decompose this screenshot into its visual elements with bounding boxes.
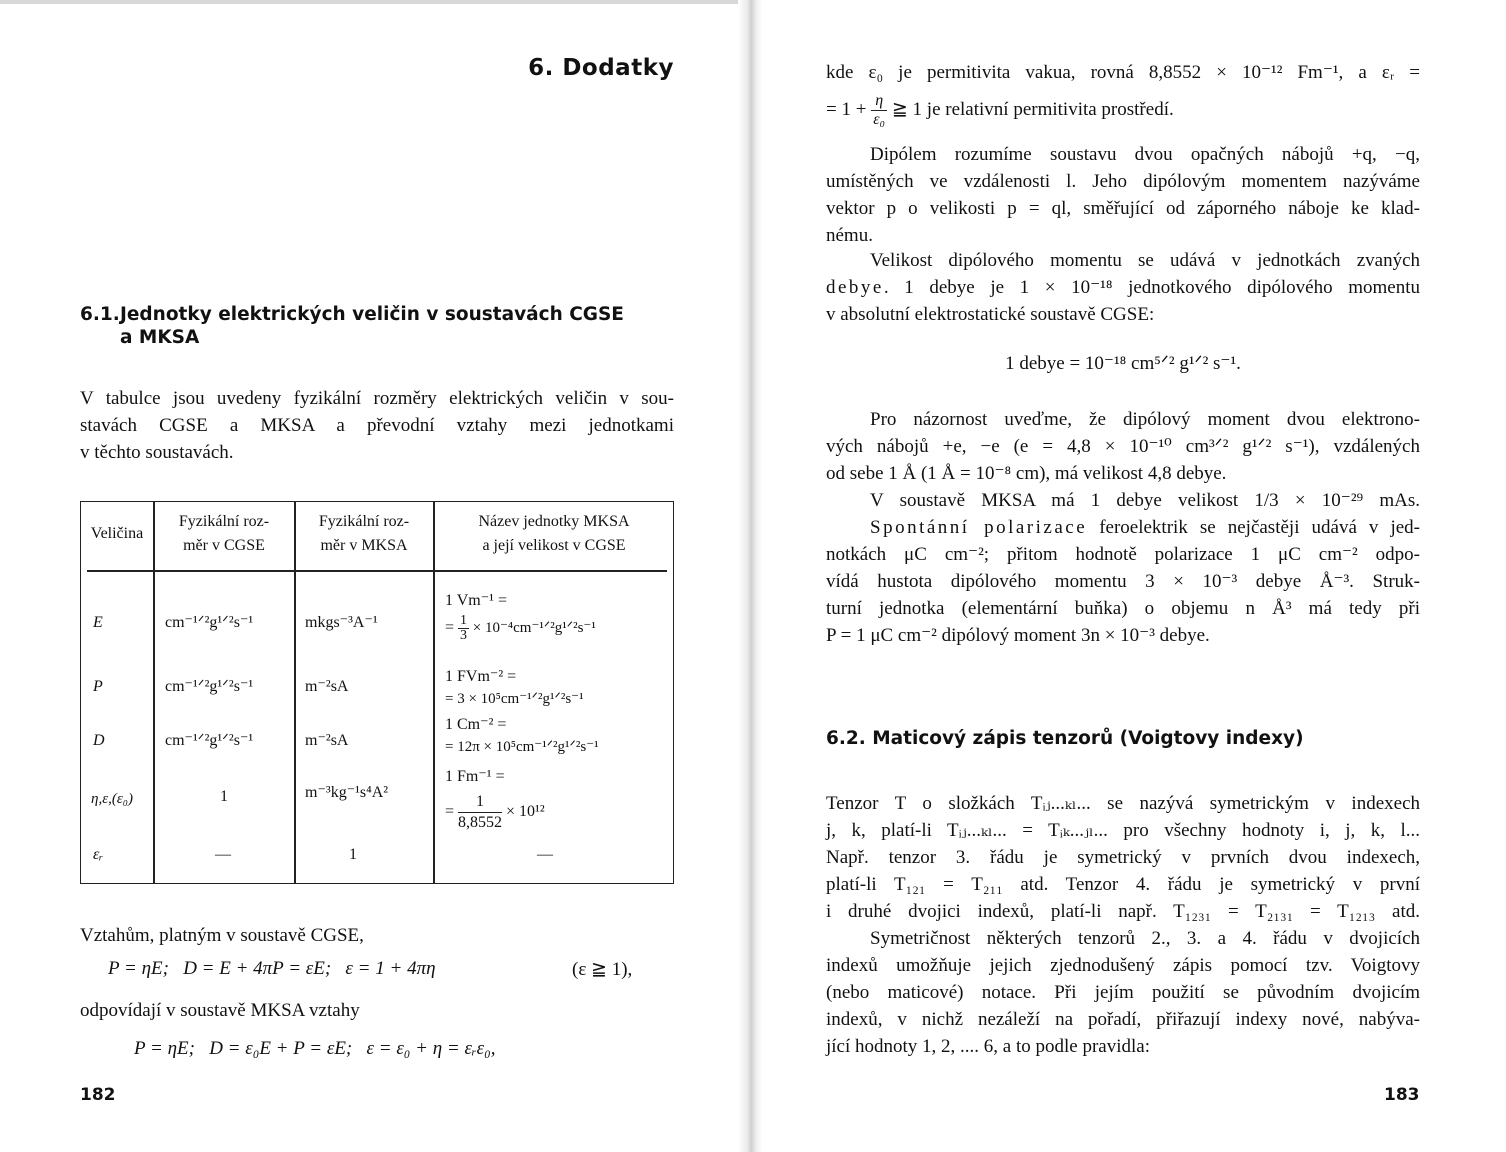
paragraph-line: nému. (826, 225, 873, 246)
polarization-paragraph (826, 514, 1420, 649)
header-unit-name (435, 510, 673, 558)
paragraph-line (826, 274, 1420, 301)
paragraph-line: indexů, v nichž nezáleží na pořadí, přiřazují indexy nové, nabýva- (826, 1009, 1420, 1030)
eq-sign: = (445, 803, 459, 821)
polarization-term: Spontánní polarizace (870, 517, 1088, 538)
text-cgse: Vztahům, platným v soustavě CGSE, (80, 925, 364, 946)
example-paragraph (826, 406, 1420, 487)
units-table (80, 501, 674, 884)
section-number: 6.1. (80, 304, 120, 325)
paragraph-line: jící hodnoty 1, 2, .... 6, a to podle pravidla: (826, 1036, 1151, 1057)
paragraph-line: notkách μC cm⁻²; přitom hodnotě polarizace 1 μC cm⁻² odpo- (826, 544, 1420, 565)
mksa-cell: m⁻²sA (305, 732, 349, 749)
unit-entry-d1: 1 Cm⁻² = (445, 716, 507, 733)
paragraph-line: i druhé dvojici indexů, platí-li např. T₁₂₃₁ = T₂₁₃₁ = T₁₂₁₃ atd. (826, 901, 1420, 922)
paragraph-line: j, k, platí-li Tᵢⱼ...ₖₗ... = Tᵢₖ...ⱼₗ... pro všechny hodnoty i, j, k, l... (826, 820, 1420, 841)
unit-entry-e1: 1 Vm⁻¹ = (445, 592, 507, 609)
page-number: 183 (1384, 1085, 1420, 1105)
intro-line: v těchto soustavách. (80, 442, 234, 463)
left-page (0, 0, 740, 1152)
fraction-numerator: 1 (458, 792, 502, 813)
paragraph-line: vektor p o velikosti p = ql, směřující od záporného náboje ke klad- (826, 198, 1420, 219)
paragraph-line: Symetričnost některých tenzorů 2., 3. a 4. řádu v dvojicích (870, 928, 1420, 949)
header-mksa (296, 510, 432, 558)
fraction-rest: × 10⁻⁴cm⁻¹ᐟ²g¹ᐟ²s⁻¹ (469, 620, 596, 637)
page-number: 182 (80, 1085, 116, 1105)
unit-entry-f2 (445, 792, 545, 833)
fraction-numerator: η (871, 92, 887, 111)
tensor-paragraph (826, 790, 1420, 925)
unit-entry-p2: = 3 × 10⁵cm⁻¹ᐟ²g¹ᐟ²s⁻¹ (445, 691, 584, 707)
section-title-line1: Jednotky elektrických veličin v soustavách CGSE (120, 304, 624, 325)
paragraph-line: Pro názornost uveďme, že dipólový moment dvou elektrono- (870, 409, 1420, 430)
quantity-cell: D (93, 732, 105, 749)
quantity-cell: P (93, 678, 103, 695)
paragraph-line: vých nábojů +e, −e (e = 4,8 × 10⁻¹⁰ cm³ᐟ² g¹ᐟ² s⁻¹), vzdálených (826, 436, 1420, 457)
unit-entry-e2 (445, 614, 596, 643)
mksa-cell: mkgs⁻³A⁻¹ (305, 614, 378, 631)
cgse-cell: cm⁻¹ᐟ²g¹ᐟ²s⁻¹ (165, 732, 254, 749)
relative-permittivity-line (826, 92, 1420, 129)
equation-cgse-condition: (ε ≧ 1), (572, 959, 633, 980)
fraction (458, 614, 469, 643)
paragraph-line: (nebo maticové) notace. Při jejím použití se původním dvojicím (826, 982, 1420, 1003)
unit-entry-p1: 1 FVm⁻² = (445, 668, 517, 685)
header-quantity: Veličina (90, 525, 144, 542)
chapter-title: 6. Dodatky (528, 55, 674, 81)
mksa-cell: m⁻³kg⁻¹s⁴A² (305, 784, 389, 801)
paragraph-line: vídá hustota dipólového momentu 3 × 10⁻³ debye Å⁻³. Struk- (826, 571, 1420, 592)
header-cgse-line1: Fyzikální roz- (178, 513, 270, 530)
debye-definition: . 1 debye je 1 × 10⁻¹⁸ jednotkového dipólového momentu (883, 277, 1420, 298)
paragraph-line: v absolutní elektrostatické soustavě CGSE: (826, 304, 1155, 325)
text-mksa: odpovídají v soustavě MKSA vztahy (80, 1000, 360, 1021)
right-page (760, 0, 1506, 1152)
quantity-cell: εᵣ (93, 846, 104, 863)
cgse-cell: cm⁻¹ᐟ²g¹ᐟ²s⁻¹ (165, 678, 254, 695)
intro-line: V tabulce jsou uvedeny fyzikální rozměry elektrických veličin v sou- (80, 388, 674, 409)
header-mksa-line1: Fyzikální roz- (318, 513, 410, 530)
section-title-line2: a MKSA (120, 327, 200, 348)
header-mksa-line2: měr v MKSA (320, 537, 408, 554)
table-divider (433, 502, 435, 883)
intro-line: stavách CGSE a MKSA a převodní vztahy mezi jednotkami (80, 415, 674, 436)
debye-paragraph (826, 247, 1420, 328)
cgse-cell: — (215, 846, 231, 863)
equation-mksa: P = ηE; D = ε₀E + P = εE; ε = ε₀ + η = εᵣε₀, (134, 1038, 496, 1059)
fraction (871, 92, 887, 129)
unit-entry-er: — (537, 846, 553, 863)
debye-term: debye (826, 277, 884, 298)
table-header-rule (87, 570, 667, 572)
equation-cgse: P = ηE; D = E + 4πP = εE; ε = 1 + 4πη (108, 958, 436, 979)
debye-equation: 1 debye = 10⁻¹⁸ cm⁵ᐟ² g¹ᐟ² s⁻¹. (1005, 353, 1241, 374)
fraction-denominator: 3 (460, 628, 468, 643)
header-cgse (155, 510, 293, 558)
cgse-cell: cm⁻¹ᐟ²g¹ᐟ²s⁻¹ (165, 614, 254, 631)
mksa-cell: 1 (349, 846, 357, 863)
header-unit-line1: Název jednotky MKSA (478, 513, 630, 530)
section-heading-6-2: 6.2. Maticový zápis tenzorů (Voigtovy indexy) (826, 728, 1304, 749)
table-divider (294, 502, 296, 883)
unit-entry-d2: = 12π × 10⁵cm⁻¹ᐟ²g¹ᐟ²s⁻¹ (445, 739, 599, 755)
cgse-cell: 1 (220, 788, 228, 805)
fraction-numerator: 1 (460, 613, 468, 628)
mksa-debye-line: V soustavě MKSA má 1 debye velikost 1/3 × 10⁻²⁹ mAs. (870, 490, 1420, 511)
dipole-paragraph (826, 141, 1420, 249)
fraction-denominator: 8,8552 (458, 814, 503, 831)
paragraph-line: platí-li T₁₂₁ = T₂₁₁ atd. Tenzor 4. řádu je symetrický v první (826, 874, 1420, 895)
header-unit-line2: a její velikost v CGSE (482, 537, 626, 554)
paragraph-line: P = 1 μC cm⁻² dipólový moment 3n × 10⁻³ debye. (826, 625, 1210, 646)
intro-paragraph (80, 385, 674, 466)
paragraph-line (826, 514, 1420, 541)
permittivity-line: kde ε₀ je permitivita vakua, rovná 8,8552 × 10⁻¹² Fm⁻¹, a εᵣ = (826, 62, 1420, 83)
paragraph-line: Např. tenzor 3. řádu je symetrický v prvních dvou indexech, (826, 847, 1420, 868)
voigt-paragraph (826, 925, 1420, 1060)
eq-suffix: ≧ 1 je relativní permitivita prostředí. (887, 98, 1174, 120)
paragraph-line: Dipólem rozumíme soustavu dvou opačných nábojů +q, −q, (870, 144, 1420, 165)
section-heading-6-1 (80, 303, 640, 349)
quantity-cell: η,ε,(ε₀) (91, 791, 133, 807)
book-gutter (738, 0, 762, 1152)
fraction-denominator: ε₀ (873, 111, 886, 128)
fraction (458, 792, 502, 833)
paragraph-line: od sebe 1 Å (1 Å = 10⁻⁸ cm), má velikost 4,8 debye. (826, 463, 1227, 484)
paragraph-line: turní jednotka (elementární buňka) o objemu n Å³ má tedy při (826, 598, 1420, 619)
paragraph-line: Tenzor T o složkách Tᵢⱼ...ₖₗ... se nazývá symetrickým v indexech (826, 793, 1420, 814)
paragraph-line: Velikost dipólového momentu se udává v jednotkách zvaných (870, 250, 1420, 271)
unit-entry-f1: 1 Fm⁻¹ = (445, 768, 505, 785)
paragraph-line: umístěných ve vzdálenosti l. Jeho dipólovým momentem nazýváme (826, 171, 1420, 192)
header-cgse-line2: měr v CGSE (183, 537, 265, 554)
eq-sign: = (445, 619, 459, 637)
quantity-cell: E (93, 614, 103, 631)
table-divider (153, 502, 155, 883)
mksa-cell: m⁻²sA (305, 678, 349, 695)
polarization-text: feroelektrik se nejčastěji udává v jed- (1087, 517, 1421, 538)
eq-prefix: = 1 + (826, 98, 872, 120)
fraction-rest: × 10¹² (502, 803, 545, 821)
paragraph-line: indexů umožňuje jejich zjednodušený zápis pomocí tzv. Voigtovy (826, 955, 1420, 976)
